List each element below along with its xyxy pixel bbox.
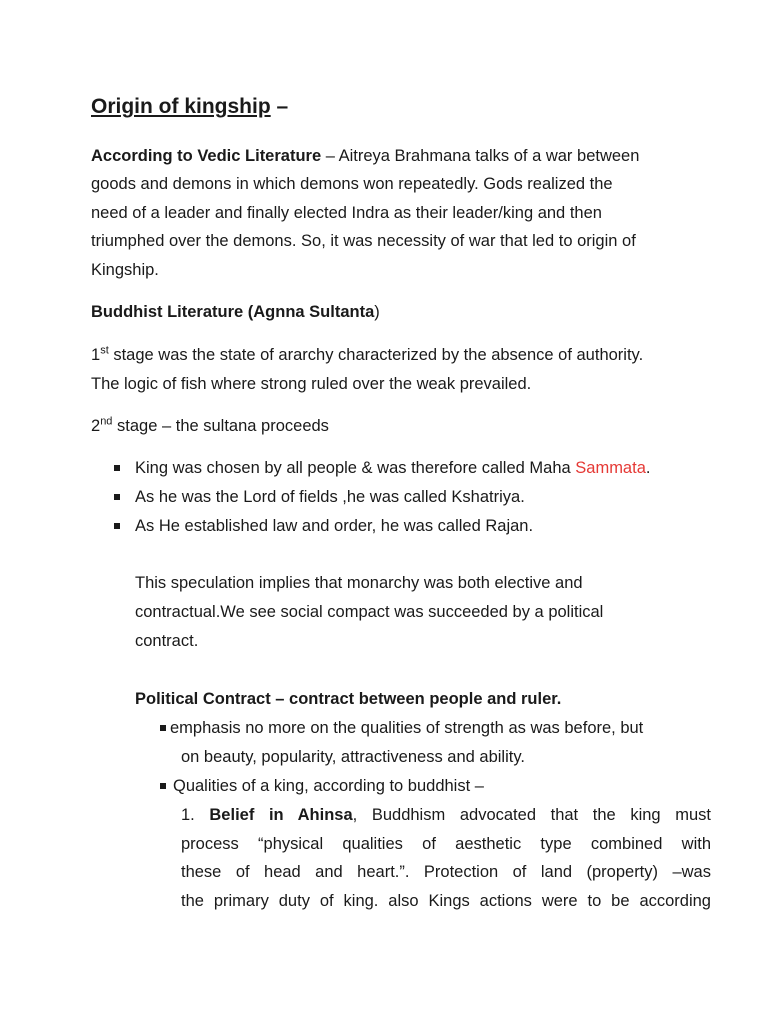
political-heading [135,685,561,714]
vedic-line-1: – Aitreya Brahmana talks of a war between [321,147,640,165]
political-heading-text: Political Contract – contract between people and ruler. [135,690,562,708]
bullet-text: King was chosen by all people & was therefore called Maha [135,459,576,477]
political-bullet-1-text: emphasis no more on the qualities of strength as was before, but [170,719,644,737]
sammata-highlight: Sammata [575,459,646,477]
vedic-line-3: need of a leader and finally elected Indra as their leader/king and then [91,204,602,222]
buddhist-heading [91,298,380,327]
ahinsa-bold: Belief in Ahinsa [209,806,353,824]
bullet-item [114,483,525,512]
title-text: Origin of kingship [91,95,271,118]
stage2-number: 2 [91,417,101,435]
stage1-line-1 [91,341,643,370]
vedic-heading: According to Vedic Literature [91,147,322,165]
vedic-paragraph-line-1 [91,142,639,171]
title-dash: – [270,95,289,118]
political-bullet-2-text: Qualities of a king, according to buddhist – [173,777,484,795]
square-bullet-icon [160,783,166,789]
stage2-sup: nd [100,415,113,428]
stage1-line-2: The logic of fish where strong ruled over the weak prevailed. [91,375,532,393]
ahinsa-line-4: the primary duty of king. also Kings actions were to be according [181,891,711,910]
ahinsa-line-3: these of head and heart.”. Protection of land (property) –was [181,863,711,881]
bullet-item [114,512,533,541]
stage1-text: stage was the state of ararchy characterized by the absence of authority. [108,346,644,364]
stage1-number: 1 [91,346,101,364]
square-bullet-icon [160,725,166,731]
speculation-line-3: contract. [135,632,199,650]
buddhist-heading-close: ) [374,303,380,321]
stage1-sup: st [100,344,109,357]
ahinsa-text-1: , Buddhism advocated that the king must [352,806,711,824]
political-bullet-1 [160,714,643,743]
political-bullet-2 [160,772,484,801]
vedic-line-2: goods and demons in which demons won repeatedly. Gods realized the [91,175,613,193]
political-bullet-1-line-2: on beauty, popularity, attractiveness and ability. [181,748,525,766]
page-title [91,95,288,119]
vedic-line-5: Kingship. [91,261,159,279]
bullet-text: As He established law and order, he was called Rajan. [135,517,534,535]
speculation-line-2: contractual.We see social compact was succeeded by a political [135,603,604,621]
square-bullet-icon [114,465,120,471]
stage2-line [91,412,329,441]
ahinsa-line-1 [181,801,711,830]
buddhist-heading-text: Buddhist Literature (Agnna Sultanta [91,303,375,321]
bullet-text: As he was the Lord of fields ,he was called Kshatriya. [135,488,525,506]
ahinsa-line-2: process “physical qualities of aesthetic type combined with [181,834,711,853]
square-bullet-icon [114,494,120,500]
square-bullet-icon [114,523,120,529]
vedic-line-4: triumphed over the demons. So, it was necessity of war that led to origin of [91,232,636,250]
ahinsa-item [181,801,711,915]
stage2-text: stage – the sultana proceeds [112,417,329,435]
bullet-tail: . [645,459,651,477]
item-number: 1. [181,806,210,824]
speculation-line-1: This speculation implies that monarchy was both elective and [135,574,583,592]
bullet-item [114,454,650,483]
